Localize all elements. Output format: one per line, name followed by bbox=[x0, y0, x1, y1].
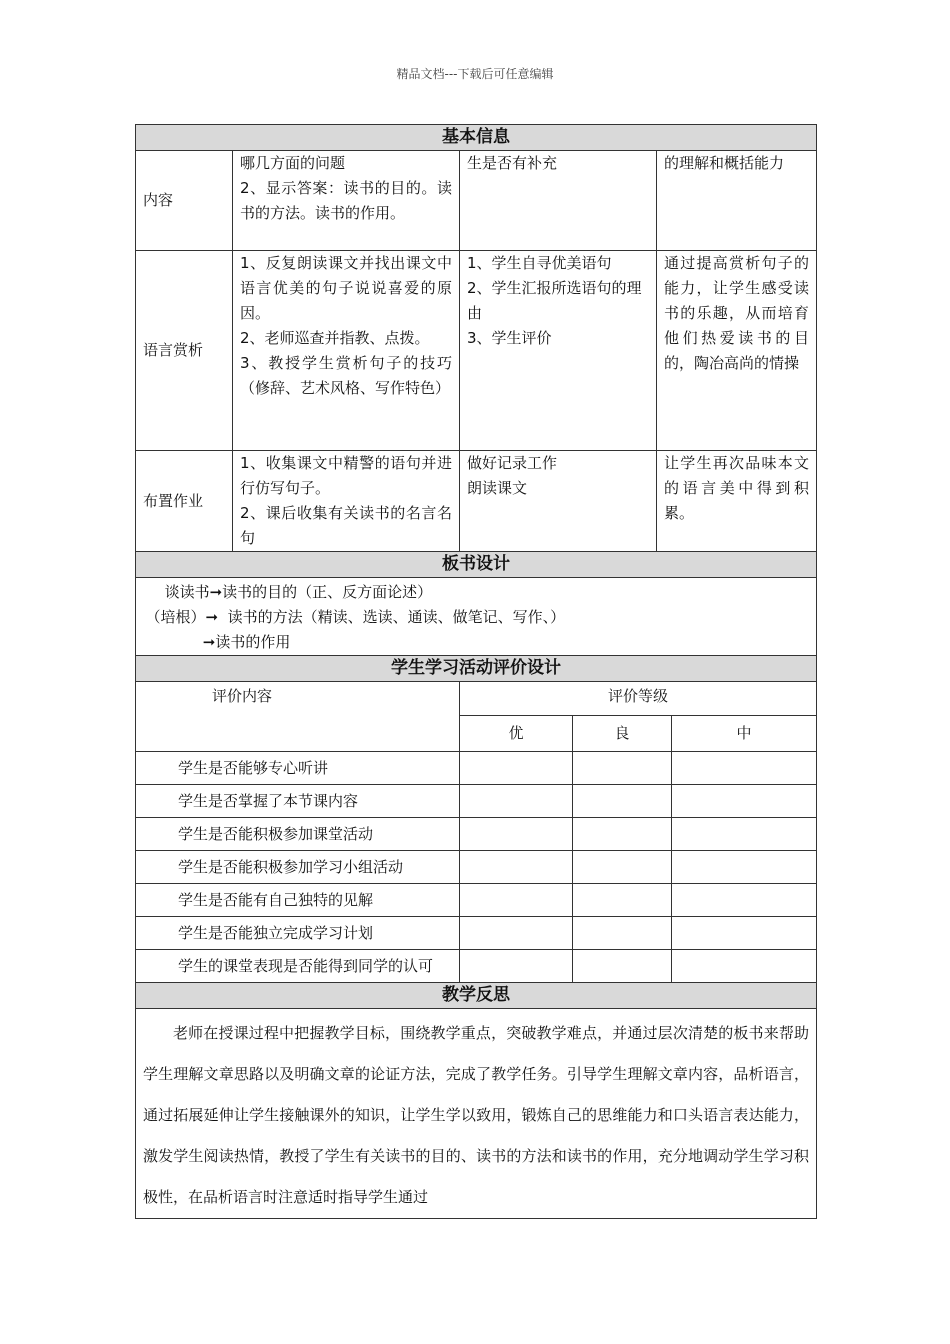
student-activity-content: 生是否有补充 bbox=[460, 151, 657, 251]
eval-cell-average[interactable] bbox=[672, 752, 817, 785]
eval-cell-excellent[interactable] bbox=[460, 851, 573, 884]
eval-cell-excellent[interactable] bbox=[460, 884, 573, 917]
eval-row bbox=[136, 851, 817, 884]
board-line: ➞读书的作用 bbox=[136, 633, 291, 651]
eval-row bbox=[136, 818, 817, 851]
board-line: （培根）➞ 读书的方法（精读、选读、通读、做笔记、写作、） bbox=[136, 608, 566, 626]
teacher-activity-homework bbox=[233, 451, 460, 552]
eval-cell-excellent[interactable] bbox=[460, 917, 573, 950]
board-design-content bbox=[136, 578, 817, 656]
row-label-content: 内容 bbox=[136, 151, 233, 251]
board-line: 谈读书➞读书的目的（正、反方面论述） bbox=[136, 583, 433, 601]
eval-cell-average[interactable] bbox=[672, 785, 817, 818]
purpose-homework: 让学生再次品味本文的语言美中得到积累。 bbox=[657, 451, 817, 552]
eval-row bbox=[136, 752, 817, 785]
eval-row bbox=[136, 950, 817, 983]
eval-cell-average[interactable] bbox=[672, 851, 817, 884]
grade-average: 中 bbox=[672, 716, 817, 752]
section-reflection: 教学反思 bbox=[136, 983, 817, 1009]
teacher-activity-text: 1、反复朗读课文并找出课文中语言优美的句子说说喜爱的原因。 2、老师巡查并指教、点拨。 3、教授学生赏析句子的技巧（修辞、艺术风格、写作特色） bbox=[240, 254, 452, 397]
reflection-text: 老师在授课过程中把握教学目标，围绕教学重点，突破教学难点，并通过层次清楚的板书来帮助学生理解文章思路以及明确文章的论证方法，完成了教学任务。引导学生理解文章内容，品析语言，通过拓展延伸让学生接触课外的知识，让学生学以致用，锻炼自己的思维能力和口头语言表达能力，激发学生阅读热情，教授了学生有关读书的目的、读书的方法和读书的作用，充分地调动学生学习积极性，在品析语言时注意适时指导学生通过 bbox=[136, 1009, 817, 1219]
eval-cell-excellent[interactable] bbox=[460, 818, 573, 851]
eval-cell-average[interactable] bbox=[672, 884, 817, 917]
eval-cell-excellent[interactable] bbox=[460, 950, 573, 983]
eval-cell-good[interactable] bbox=[573, 950, 672, 983]
purpose-content: 的理解和概括能力 bbox=[657, 151, 817, 251]
eval-criterion: 学生是否掌握了本节课内容 bbox=[136, 785, 460, 818]
eval-cell-good[interactable] bbox=[573, 917, 672, 950]
eval-cell-good[interactable] bbox=[573, 785, 672, 818]
teacher-activity-appreciation bbox=[233, 251, 460, 451]
eval-grade-header: 评价等级 bbox=[460, 682, 817, 716]
eval-cell-average[interactable] bbox=[672, 950, 817, 983]
eval-row bbox=[136, 884, 817, 917]
eval-cell-average[interactable] bbox=[672, 818, 817, 851]
appreciation-row bbox=[136, 251, 817, 451]
eval-criterion: 学生是否能积极参加学习小组活动 bbox=[136, 851, 460, 884]
eval-criterion: 学生是否能够专心听讲 bbox=[136, 752, 460, 785]
section-evaluation: 学生学习活动评价设计 bbox=[136, 656, 817, 682]
student-activity-text: 1、学生自寻优美语句 2、学生汇报所选语句的理由 3、学生评价 bbox=[467, 254, 642, 347]
eval-cell-good[interactable] bbox=[573, 884, 672, 917]
teacher-activity-text: 1、收集课文中精警的语句并进行仿写句子。 2、课后收集有关读书的名言名句 bbox=[240, 454, 452, 547]
page-header: 精品文档---下载后可任意编辑 bbox=[396, 67, 554, 81]
student-activity-appreciation bbox=[460, 251, 657, 451]
content-row bbox=[136, 151, 817, 251]
homework-row bbox=[136, 451, 817, 552]
eval-cell-average[interactable] bbox=[672, 917, 817, 950]
eval-criterion: 学生是否能积极参加课堂活动 bbox=[136, 818, 460, 851]
eval-criterion: 学生是否能独立完成学习计划 bbox=[136, 917, 460, 950]
eval-cell-excellent[interactable] bbox=[460, 785, 573, 818]
lesson-plan-table bbox=[135, 124, 817, 1219]
section-board-design: 板书设计 bbox=[136, 552, 817, 578]
eval-criterion: 学生的课堂表现是否能得到同学的认可 bbox=[136, 950, 460, 983]
eval-row bbox=[136, 917, 817, 950]
eval-cell-good[interactable] bbox=[573, 752, 672, 785]
teacher-activity-content bbox=[233, 151, 460, 251]
row-label-homework: 布置作业 bbox=[136, 451, 233, 552]
purpose-appreciation: 通过提高赏析句子的能力，让学生感受读书的乐趣，从而培育他们热爱读书的目的，陶冶高尚的情操 bbox=[657, 251, 817, 451]
eval-content-header: 评价内容 bbox=[136, 682, 460, 752]
grade-good: 良 bbox=[573, 716, 672, 752]
eval-cell-excellent[interactable] bbox=[460, 752, 573, 785]
section-basic-info: 基本信息 bbox=[136, 125, 817, 151]
grade-excellent: 优 bbox=[460, 716, 573, 752]
eval-cell-good[interactable] bbox=[573, 851, 672, 884]
row-label-appreciation: 语言赏析 bbox=[136, 251, 233, 451]
eval-cell-good[interactable] bbox=[573, 818, 672, 851]
teacher-activity-text: 哪几方面的问题 2、显示答案：读书的目的。读书的方法。读书的作用。 bbox=[240, 154, 452, 222]
eval-criterion: 学生是否能有自己独特的见解 bbox=[136, 884, 460, 917]
student-activity-text: 做好记录工作 朗读课文 bbox=[467, 454, 558, 497]
student-activity-homework bbox=[460, 451, 657, 552]
eval-row bbox=[136, 785, 817, 818]
